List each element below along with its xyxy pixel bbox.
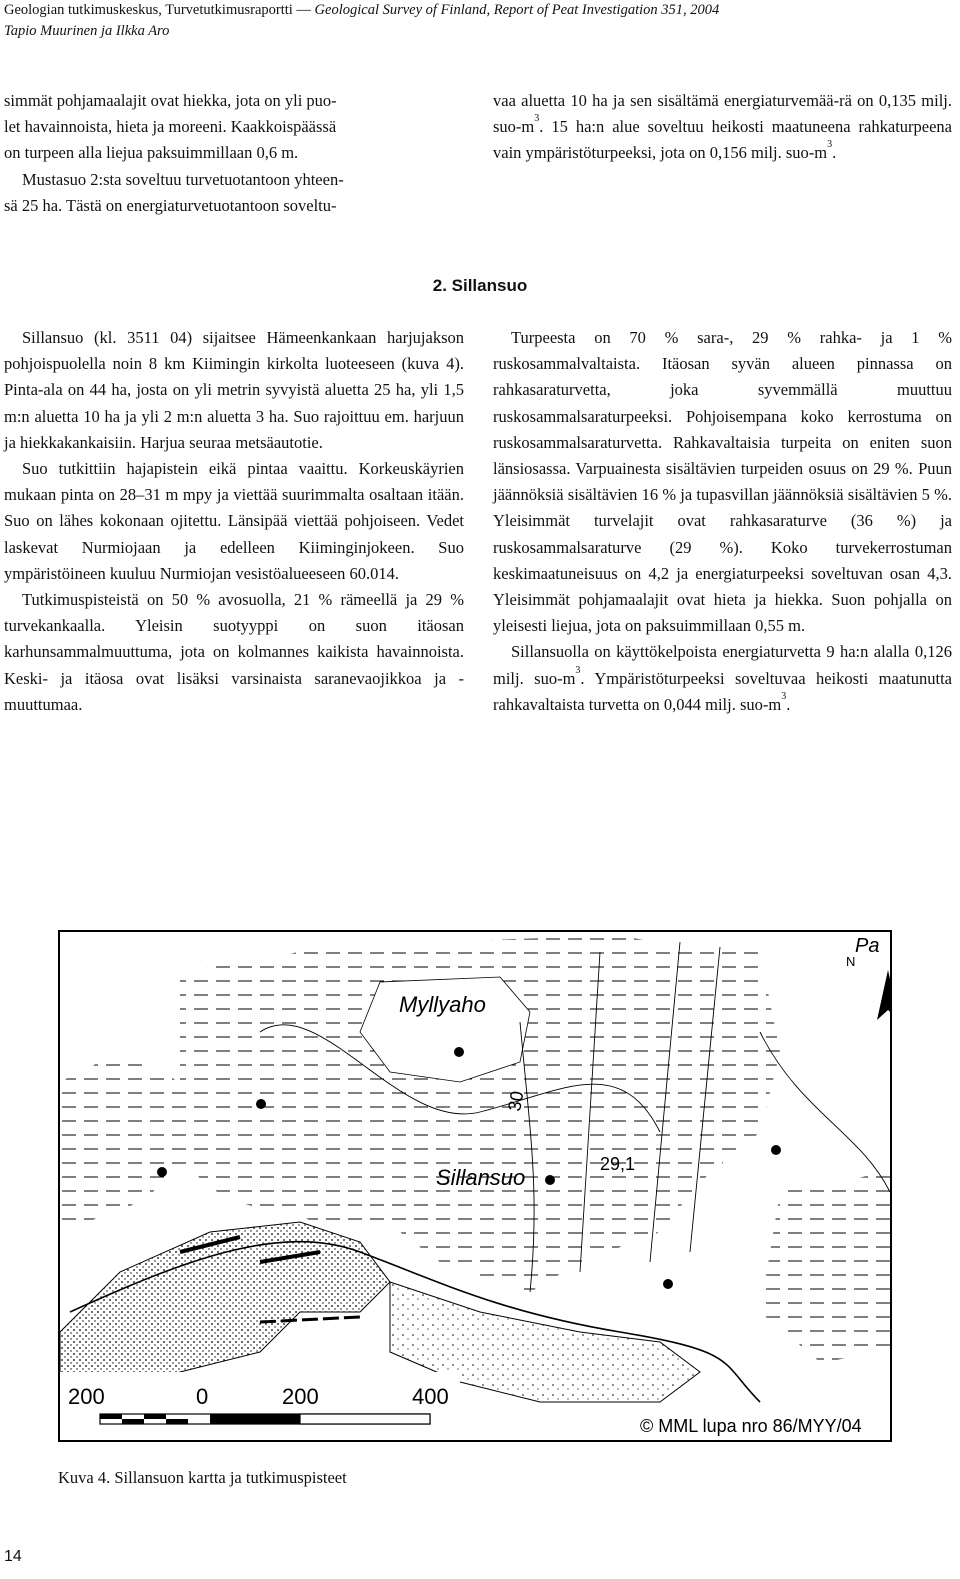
top-right-text [493, 88, 952, 167]
text-span: . [786, 694, 791, 714]
map-drawing [60, 932, 890, 1440]
superscript: 3 [781, 690, 787, 702]
scale-label: 200 [282, 1384, 319, 1409]
peat-area [60, 1052, 190, 1232]
header-line-1 [4, 0, 719, 21]
label-north: N [846, 954, 856, 969]
right-column [493, 325, 952, 718]
label-sillansuo: Sillansuo [436, 1165, 526, 1190]
text-span: Sillansuolla on käyttökelpoista energiaturvetta 9 ha:n alalla 0,126 milj. suo-m [493, 642, 952, 688]
paragraph-1: Sillansuo (kl. 3511 04) sijaitsee Hämeenkankaan harjujakson pohjoispuolella noin 8 km Kiimingin kirkolta luoteeseen (kuva 4). Pinta-ala on 44 ha, josta on yli metrin syvyistä aluetta 25 ha, yli 1,5 m:n aluetta 10 ha ja yli 2 m:n aluetta 3 ha. Suo rajoittuu em. harjuun ja hiekkakankaisiin. Harjua seuraa metsäautotie. [4, 328, 464, 452]
paragraph-2 [493, 639, 952, 718]
text-line: simmät pohjamaalajit ovat hiekka, jota on yli puo- [4, 91, 337, 110]
text-span: . 15 ha:n alue soveltuu heikosti maatuneena rahkaturpeena vain ympäristöturpeeksi, jota on 0,156 milj. suo-m [493, 117, 952, 163]
top-left-text [4, 88, 464, 219]
text-line: on turpeen alla liejua paksuimmillaan 0,6 m. [4, 143, 299, 163]
label-corner: Pa [855, 935, 880, 957]
header-authors: Tapio Muurinen ja Ilkka Aro [4, 23, 170, 39]
contour-line [760, 1032, 890, 1192]
figure-caption: Kuva 4. Sillansuon kartta ja tutkimuspisteet [58, 1468, 347, 1487]
label-elevation: 29,1 [600, 1154, 636, 1174]
text-line: let havainnoista, hieta ja moreeni. Kaakkoispäässä [4, 117, 337, 137]
study-point [663, 1279, 673, 1289]
section-title: 2. Sillansuo [432, 276, 528, 295]
text-line: Mustasuo 2:sta soveltuu turvetuotantoon yhteen- [22, 169, 344, 189]
header-series: Geological Survey of Finland, Report of Peat Investigation 351, 2004 [314, 2, 720, 18]
superscript: 3 [534, 113, 540, 125]
header-publisher: Geologian tutkimuskeskus, Turvetutkimusraportti — [4, 2, 315, 18]
scale-label: 400 [412, 1384, 449, 1409]
text-line: sä 25 ha. Tästä on energiaturvetuotantoon soveltu- [4, 195, 337, 215]
copyright-text: © MML lupa nro 86/MYY/04 [640, 1416, 862, 1436]
scale-bar [100, 1414, 430, 1424]
site-map [58, 930, 892, 1442]
text-span: vaa aluetta 10 ha ja sen sisältämä energiaturvemää-rä on 0,135 milj. suo-m [493, 91, 952, 137]
study-point [157, 1167, 167, 1177]
study-point [454, 1047, 464, 1057]
scale-label: 0 [196, 1384, 209, 1409]
scale-label: 200 [68, 1384, 105, 1409]
left-column [4, 325, 464, 718]
superscript: 3 [575, 664, 581, 676]
page-number: 14 [4, 1548, 22, 1565]
north-arrow-icon [877, 970, 890, 1020]
running-header [4, 0, 719, 42]
label-contour: 30 [504, 1089, 528, 1113]
study-point [545, 1175, 555, 1185]
paragraph-2: Suo tutkittiin hajapistein eikä pintaa vaaittu. Korkeuskäyrien mukaan pinta on 28–31 m mpy ja viettää suurimmalta osaltaan itään. Suo on lähes kokonaan ojitettu. Länsipää viettää pohjoiseen. Vedet laskevat Nurmiojaan ja edelleen Kiiminginjokeen. Suo ympäristöineen kuuluu Nurmiojan vesistöalueeseen 60.014. [4, 459, 464, 583]
label-myllyaho: Myllyaho [399, 992, 486, 1017]
paragraph-1: Turpeesta on 70 % sara-, 29 % rahka- ja 1 % ruskosammalvaltaista. Itäosan syvän alueen pinnassa on rahkasaraturvetta, joka syvemmällä muuttuu ruskosammalsaraturpeeksi. Pohjoisempana koko kerrostuma on ruskosammalsaraturvetta. Rahkavaltaisia turpeita on eniten suon länsiosassa. Varpuainesta sisältävien turpeiden osuus on 29 %. Puun jäännöksiä sisältävien 16 % ja tupasvillan jäännöksiä sisältävien 5 %. Yleisimmät turvelajit ovat rahkasaraturve (36 %) ja ruskosammalsaraturve (29 %). Koko turvekerrostuman keskimaatuneisuus on 4,2 ja energiaturpeeksi soveltuvan osan 4,3. Yleisimmät pohjamaalajit ovat hieta ja hiekka. Suon pohjalla on yleisesti liejua, jota on paksuimmillaan 0,55 m. [493, 328, 952, 636]
superscript: 3 [827, 139, 833, 151]
scale-panel [60, 1372, 460, 1440]
paragraph-3: Tutkimuspisteistä on 50 % avosuolla, 21 % rämeellä ja 29 % turvekankaalla. Yleisin suotyyppi on suon itäosan karhunsammalmuuttuma, jota on kolmannes kaikista havainnoista. Keski- ja itäosa ovat lisäksi varsinaista saranevaojikkoa ja -muuttumaa. [4, 590, 464, 714]
peat-area [760, 1172, 890, 1362]
paragraph [493, 88, 952, 167]
study-point [771, 1145, 781, 1155]
text-span: . Ympäristöturpeeksi soveltuvaa heikosti maatunutta rahkavaltaista turvetta on 0,044 milj. suo-m [493, 668, 952, 714]
study-point [256, 1099, 266, 1109]
text-span: . [832, 143, 837, 163]
